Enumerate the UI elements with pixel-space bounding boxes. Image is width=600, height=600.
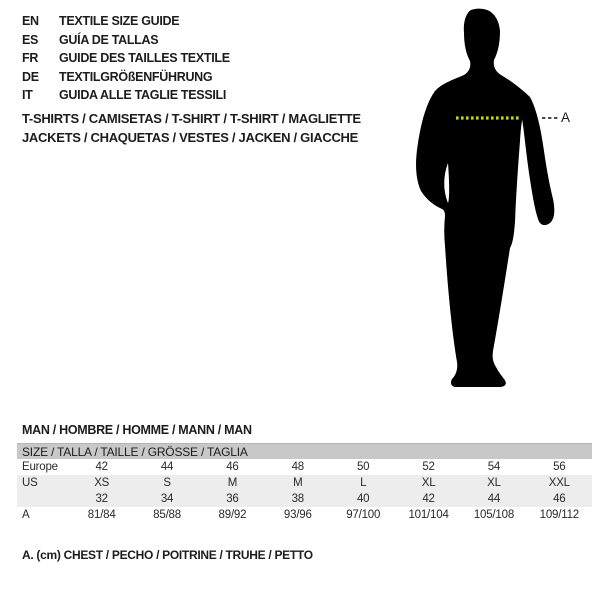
language-code: EN bbox=[22, 14, 39, 29]
language-code: ES bbox=[22, 32, 39, 47]
size-cell: XL bbox=[421, 477, 436, 489]
size-cell: 34 bbox=[160, 493, 174, 505]
size-cell: 89/92 bbox=[218, 509, 247, 521]
size-cell: 93/96 bbox=[283, 509, 312, 521]
size-cell: 44 bbox=[487, 493, 501, 505]
size-cell: 81/84 bbox=[87, 509, 116, 521]
size-cell: S bbox=[163, 477, 171, 489]
size-cell: 109/112 bbox=[539, 509, 579, 521]
measurement-footnote: A. (cm) CHEST / PECHO / POITRINE / TRUHE / PETTO bbox=[22, 548, 313, 562]
size-cell: 50 bbox=[356, 461, 370, 473]
man-body-shape bbox=[416, 9, 528, 387]
size-cell: 36 bbox=[226, 493, 239, 505]
language-label: GUÍA DE TALLAS bbox=[59, 32, 159, 47]
table-row bbox=[17, 491, 592, 507]
size-cell: L bbox=[360, 477, 367, 489]
size-table-body bbox=[17, 459, 592, 523]
size-cell: 38 bbox=[291, 493, 305, 505]
table-row bbox=[17, 459, 592, 475]
category-line: T-SHIRTS / CAMISETAS / T-SHIRT / T-SHIRT / MAGLIETTE bbox=[22, 111, 361, 126]
size-cell: 101/104 bbox=[408, 509, 449, 521]
size-cell: 40 bbox=[356, 493, 370, 505]
size-cell: XL bbox=[487, 477, 501, 489]
size-cell: 52 bbox=[422, 461, 435, 473]
size-cell: 56 bbox=[553, 461, 566, 473]
size-cell: 48 bbox=[291, 461, 305, 473]
row-label: A bbox=[22, 509, 30, 521]
language-code: DE bbox=[22, 69, 39, 84]
size-cell: 44 bbox=[160, 461, 174, 473]
size-cell: M bbox=[293, 477, 303, 489]
row-label: Europe bbox=[22, 461, 58, 473]
language-label: GUIDE DES TAILLES TEXTILE bbox=[59, 51, 230, 66]
language-label: TEXTILGRÖßENFÜHRUNG bbox=[59, 69, 213, 84]
row-label: US bbox=[22, 477, 38, 489]
size-cell: XXL bbox=[548, 477, 570, 489]
size-cell: 32 bbox=[95, 493, 108, 505]
size-cell: 46 bbox=[226, 461, 239, 473]
language-code: IT bbox=[22, 88, 33, 103]
category-line: JACKETS / CHAQUETAS / VESTES / JACKEN / GIACCHE bbox=[22, 130, 358, 145]
measure-label-a: A bbox=[561, 110, 571, 125]
size-table bbox=[17, 443, 592, 523]
language-label: TEXTILE SIZE GUIDE bbox=[59, 14, 180, 29]
size-cell: 42 bbox=[422, 493, 435, 505]
size-cell: 105/108 bbox=[473, 509, 515, 521]
size-cell: 42 bbox=[95, 461, 108, 473]
size-table-header: SIZE / TALLA / TAILLE / GRÖSSE / TAGLIA bbox=[17, 443, 592, 459]
size-cell: 97/100 bbox=[346, 509, 381, 521]
section-title-man: MAN / HOMBRE / HOMME / MANN / MAN bbox=[22, 423, 252, 437]
table-row bbox=[17, 475, 592, 491]
language-label: GUIDA ALLE TAGLIE TESSILI bbox=[59, 88, 227, 103]
size-cell: 54 bbox=[487, 461, 501, 473]
size-cell: 85/88 bbox=[153, 509, 181, 521]
size-cell: M bbox=[227, 477, 238, 489]
size-cell: 46 bbox=[553, 493, 566, 505]
size-cell: XS bbox=[94, 477, 110, 489]
table-row bbox=[17, 507, 592, 523]
language-code: FR bbox=[22, 51, 39, 66]
